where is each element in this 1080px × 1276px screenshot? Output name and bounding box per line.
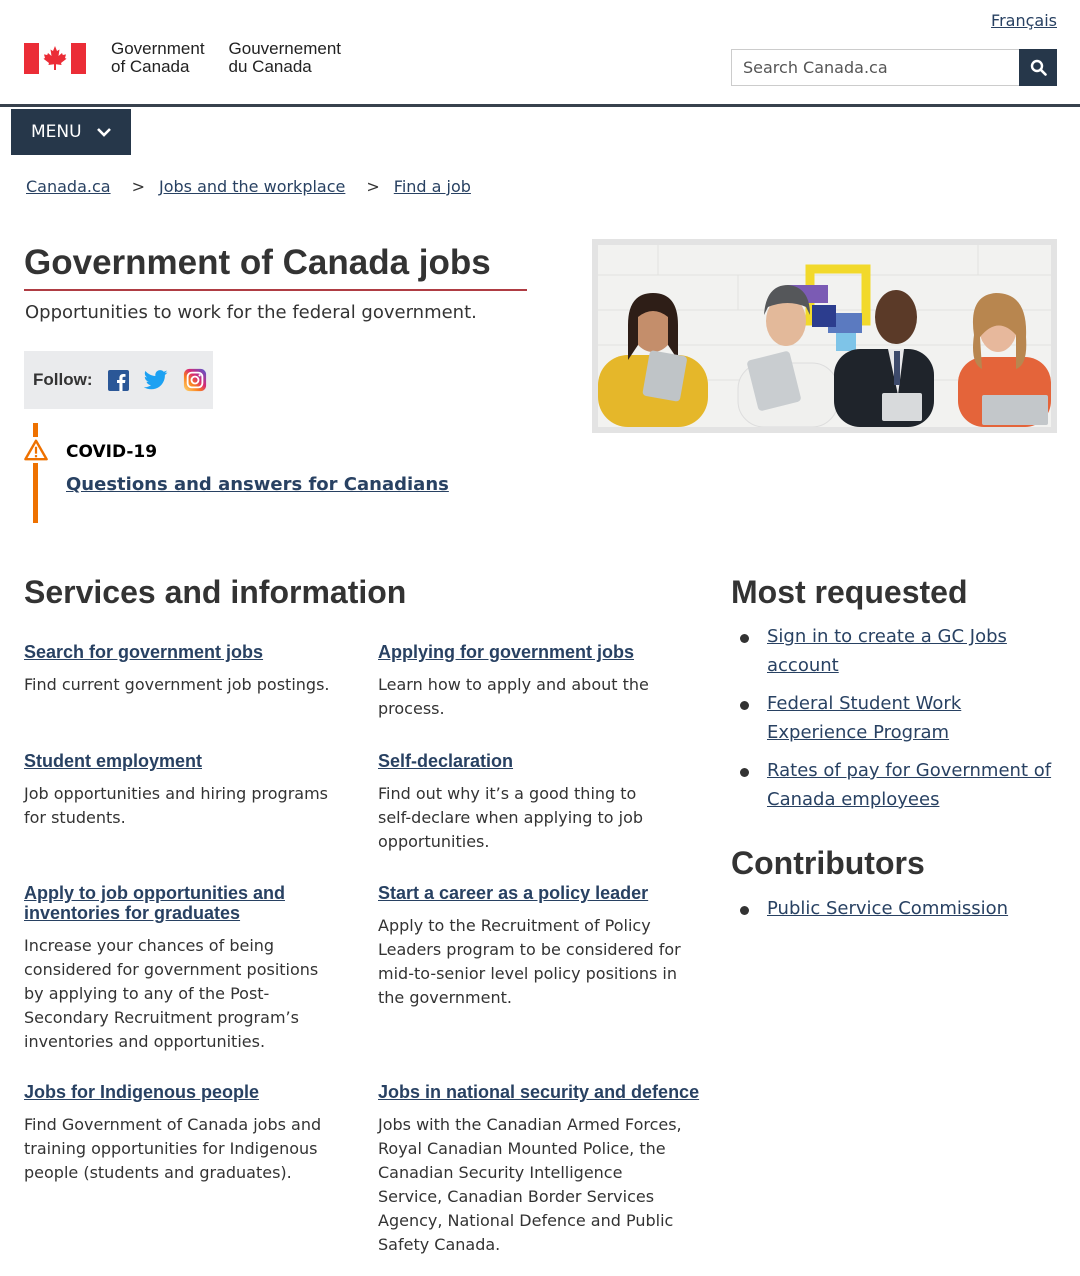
follow-bar (24, 351, 213, 409)
breadcrumb (26, 177, 471, 196)
most-requested-list (740, 622, 1060, 823)
service-link[interactable]: Student employment (24, 751, 203, 771)
service-desc: Find current government job postings. (24, 675, 330, 694)
menu-button[interactable] (11, 109, 131, 155)
breadcrumb-separator: > (131, 177, 145, 196)
service-link[interactable]: Applying for government jobs (378, 642, 635, 662)
list-item (740, 756, 1060, 814)
service-desc: Increase your chances of being considered for government positions by applying to any of the Post-Secondary Recruitment program’s inventories and opportunities. (24, 936, 319, 1051)
language-toggle-link[interactable]: Français (991, 11, 1057, 30)
service-link[interactable]: Jobs for Indigenous people (24, 1082, 260, 1102)
search-icon (1030, 59, 1047, 76)
breadcrumb-jobs-workplace[interactable]: Jobs and the workplace (158, 177, 346, 196)
service-link[interactable]: Self-declaration (378, 751, 514, 771)
page-intro: Opportunities to work for the federal government. (25, 302, 477, 323)
covid-alert (24, 423, 504, 523)
breadcrumb-canada[interactable]: Canada.ca (26, 177, 111, 196)
search-input[interactable] (731, 49, 1019, 86)
fip-en-line-2: of Canada (111, 57, 190, 76)
government-signature[interactable] (24, 40, 341, 76)
fip-english (111, 40, 205, 76)
fip-en-line-1: Government (111, 39, 205, 58)
service-desc: Learn how to apply and about the process. (378, 675, 649, 718)
service-desc: Apply to the Recruitment of Policy Leaders program to be considered for mid-to-senior level policy positions in the government. (378, 916, 681, 1007)
canada-flag-icon (24, 43, 86, 74)
fip-fr-line-2: du Canada (228, 57, 312, 76)
services-heading: Services and information (24, 574, 407, 610)
fip-french (229, 40, 341, 76)
follow-label: Follow: (33, 370, 93, 389)
search-button[interactable] (1019, 49, 1057, 86)
most-requested-link[interactable]: Rates of pay for Government of Canada employees (767, 760, 1052, 810)
service-desc: Job opportunities and hiring programs for students. (24, 784, 329, 827)
service-link[interactable]: Search for government jobs (24, 642, 264, 662)
service-link[interactable]: Apply to job opportunities and inventories for graduates (24, 883, 285, 923)
page-title: Government of Canada jobs (24, 243, 527, 291)
site-header (0, 0, 1080, 107)
most-requested-link[interactable]: Federal Student Work Experience Program (767, 693, 962, 743)
hero-photo (598, 245, 1051, 427)
service-desc: Find Government of Canada jobs and training opportunities for Indigenous people (students and graduates). (24, 1115, 322, 1182)
list-item (740, 622, 1060, 680)
fip-fr-line-1: Gouvernement (228, 39, 341, 58)
chevron-down-icon (96, 126, 112, 138)
list-item (740, 689, 1060, 747)
most-requested-link[interactable]: Sign in to create a GC Jobs account (767, 626, 1007, 676)
instagram-icon[interactable] (183, 368, 207, 392)
site-search (731, 49, 1057, 86)
contributors-heading: Contributors (731, 845, 925, 881)
covid-qa-link[interactable]: Questions and answers for Canadians (66, 474, 449, 495)
warning-icon (24, 437, 48, 463)
twitter-icon[interactable] (144, 368, 168, 392)
alert-title: COVID-19 (66, 442, 158, 462)
breadcrumb-separator: > (366, 177, 380, 196)
contributors-list (740, 894, 1060, 932)
service-desc: Jobs with the Canadian Armed Forces, Royal Canadian Mounted Police, the Canadian Security Intelligence Service, Canadian Border Services Agency, National Defence and Public Safety Canada. (378, 1115, 682, 1254)
breadcrumb-find-job[interactable]: Find a job (393, 177, 471, 196)
service-link[interactable]: Start a career as a policy leader (378, 883, 649, 903)
contributor-link[interactable]: Public Service Commission (767, 898, 1009, 919)
facebook-icon[interactable] (108, 368, 129, 392)
hero-image (592, 239, 1057, 433)
list-item (740, 894, 1060, 923)
most-requested-heading: Most requested (731, 574, 968, 610)
service-desc: Find out why it’s a good thing to self-declare when applying to job opportunities. (378, 784, 644, 851)
menu-label: MENU (31, 122, 82, 142)
service-link[interactable]: Jobs in national security and defence (378, 1082, 700, 1102)
